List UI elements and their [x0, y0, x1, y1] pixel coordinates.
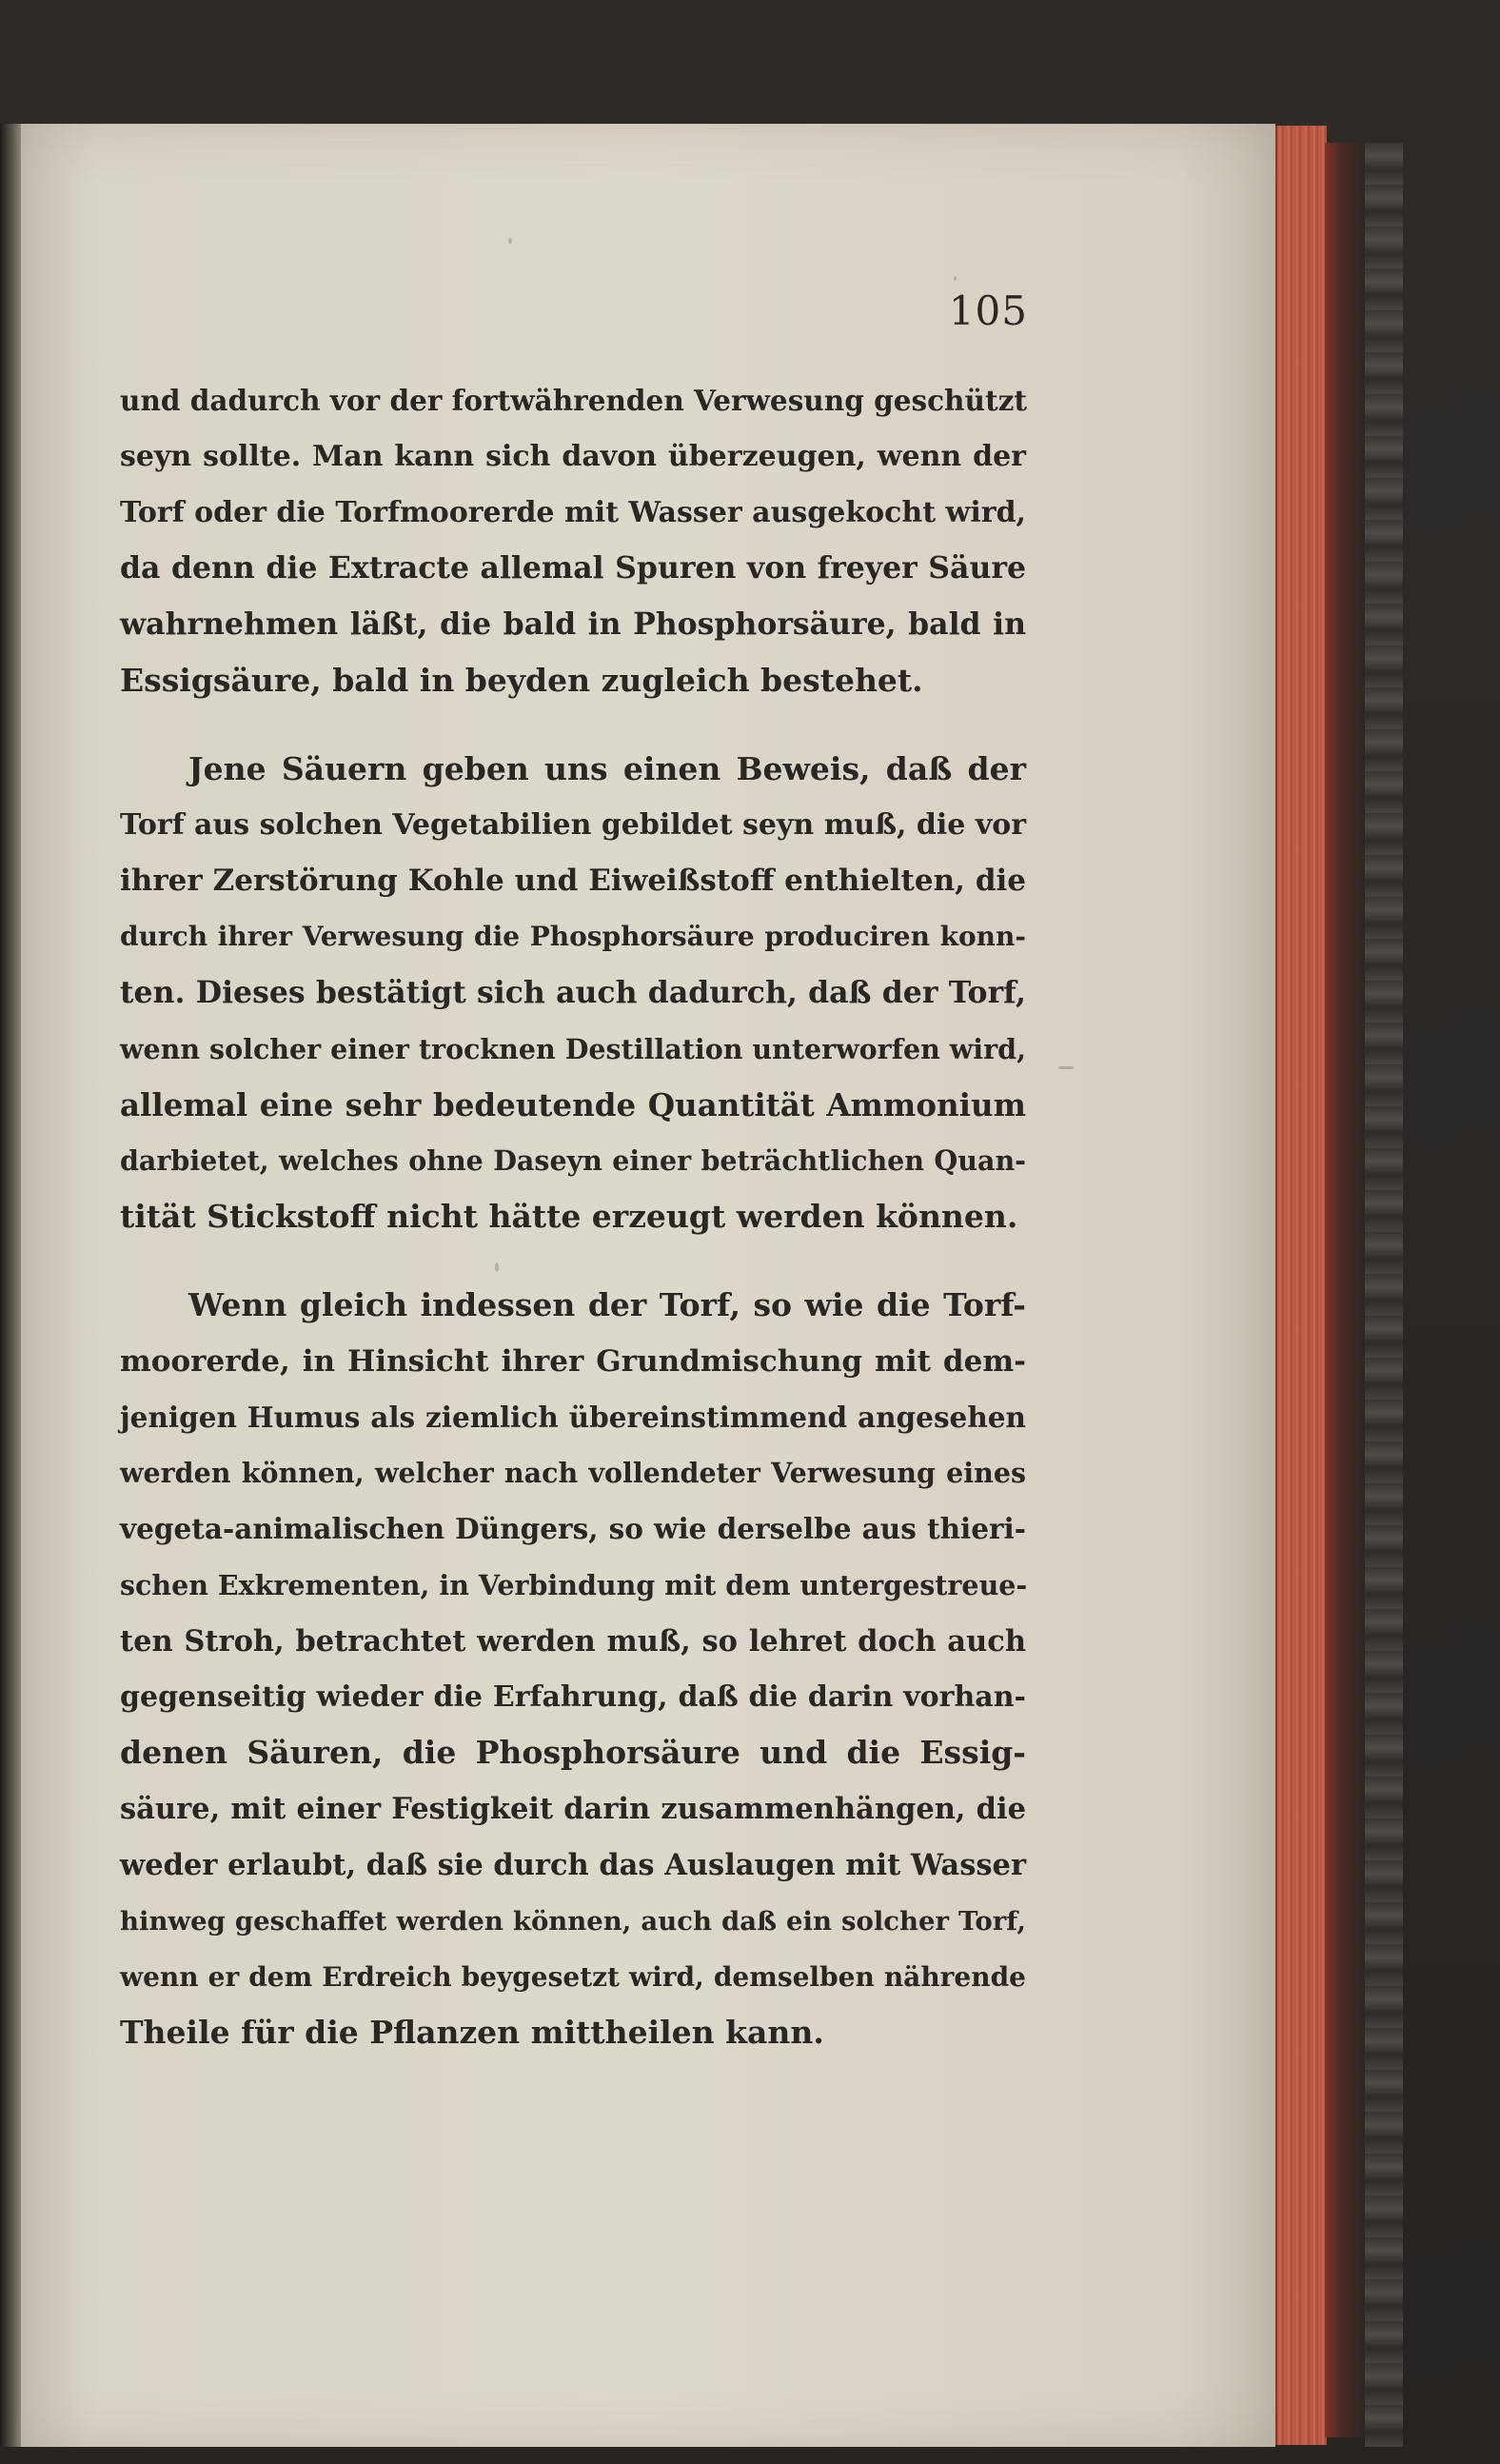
red-fore-edge: [1275, 126, 1327, 2445]
text-line: werden können, welcher nach vollendeter Verwesung eines: [120, 1457, 1026, 1490]
text-line: darbietet, welches ohne Daseyn einer beträchtlichen Quan-: [120, 1144, 1026, 1178]
book-binding: [1365, 143, 1403, 2447]
text-line: Wenn gleich indessen der Torf, so wie die Torf-: [188, 1285, 1026, 1323]
text-line: Theile für die Pflanzen mittheilen kann.: [120, 2014, 824, 2052]
book-cover-edge: [1325, 143, 1365, 2437]
paragraph-gap: [120, 709, 1026, 742]
paper-speck: [508, 238, 512, 244]
text-line: Torf oder die Torfmoorerde mit Wasser ausgekocht wird,: [120, 495, 1026, 529]
text-line: Torf aus solchen Vegetabilien gebildet seyn muß, die vor: [120, 807, 1027, 842]
text-line: seyn sollte. Man kann sich davon überzeugen, wenn der: [120, 439, 1026, 473]
text-line: und dadurch vor der fortwährenden Verwesung geschützt: [120, 384, 1027, 417]
text-line: da denn die Extracte allemal Spuren von freyer Säure: [120, 550, 1026, 586]
paragraph-2: [120, 742, 1026, 1245]
text-line: denen Säuren, die Phosphorsäure und die Essig-: [120, 1734, 1026, 1772]
text-line: gegenseitig wieder die Erfahrung, daß die darin vorhan-: [120, 1679, 1026, 1714]
text-line: Essigsäure, bald in beyden zugleich bestehet.: [120, 661, 923, 699]
text-line: hinweg geschaffet werden können, auch daß ein solcher Torf,: [120, 1905, 1026, 1937]
text-line: ihrer Zerstörung Kohle und Eiweißstoff enthielten, die: [120, 864, 1026, 899]
facing-page-edge: [0, 124, 21, 2447]
text-line: tität Stickstoff nicht hätte erzeugt werden können.: [120, 1198, 1018, 1236]
text-line: jenigen Humus als ziemlich übereinstimmend angesehen: [120, 1400, 1026, 1434]
text-line: moorerde, in Hinsicht ihrer Grundmischung mit dem-: [120, 1343, 1026, 1379]
text-line: vegeta-animalischen Düngers, so wie derselbe aus thieri-: [120, 1512, 1026, 1546]
text-line: schen Exkrementen, in Verbindung mit dem untergestreue-: [120, 1568, 1028, 1601]
text-line: wahrnehmen läßt, die bald in Phosphorsäure, bald in: [120, 606, 1026, 643]
paragraph-gap: [120, 1245, 1026, 1278]
paper-speck: [954, 276, 957, 281]
text-line: ten Stroh, betrachtet werden muß, so lehret doch auch: [120, 1623, 1026, 1659]
text-line: wenn er dem Erdreich beygesetzt wird, demselben nährende: [120, 1960, 1026, 1993]
text-line: weder erlaubt, daß sie durch das Auslaugen mit Wasser: [120, 1847, 1027, 1882]
text-line: ten. Dieses bestätigt sich auch dadurch, daß der Torf,: [120, 974, 1026, 1010]
text-line: durch ihrer Verwesung die Phosphorsäure produciren konn-: [120, 921, 1026, 953]
text-line: wenn solcher einer trocknen Destillation unterworfen wird,: [120, 1032, 1026, 1065]
page-number: 105: [948, 288, 1028, 334]
text-line: säure, mit einer Festigkeit darin zusammenhängen, die: [120, 1792, 1026, 1827]
paragraph-1: [120, 373, 1026, 709]
text-line: Jene Säuern geben uns einen Beweis, daß der: [188, 749, 1026, 787]
text-line: allemal eine sehr bedeutende Quantität Ammonium: [120, 1085, 1026, 1123]
body-text: [120, 373, 1026, 2061]
paper-speck: [1058, 1066, 1074, 1069]
paragraph-3: [120, 1278, 1026, 2061]
